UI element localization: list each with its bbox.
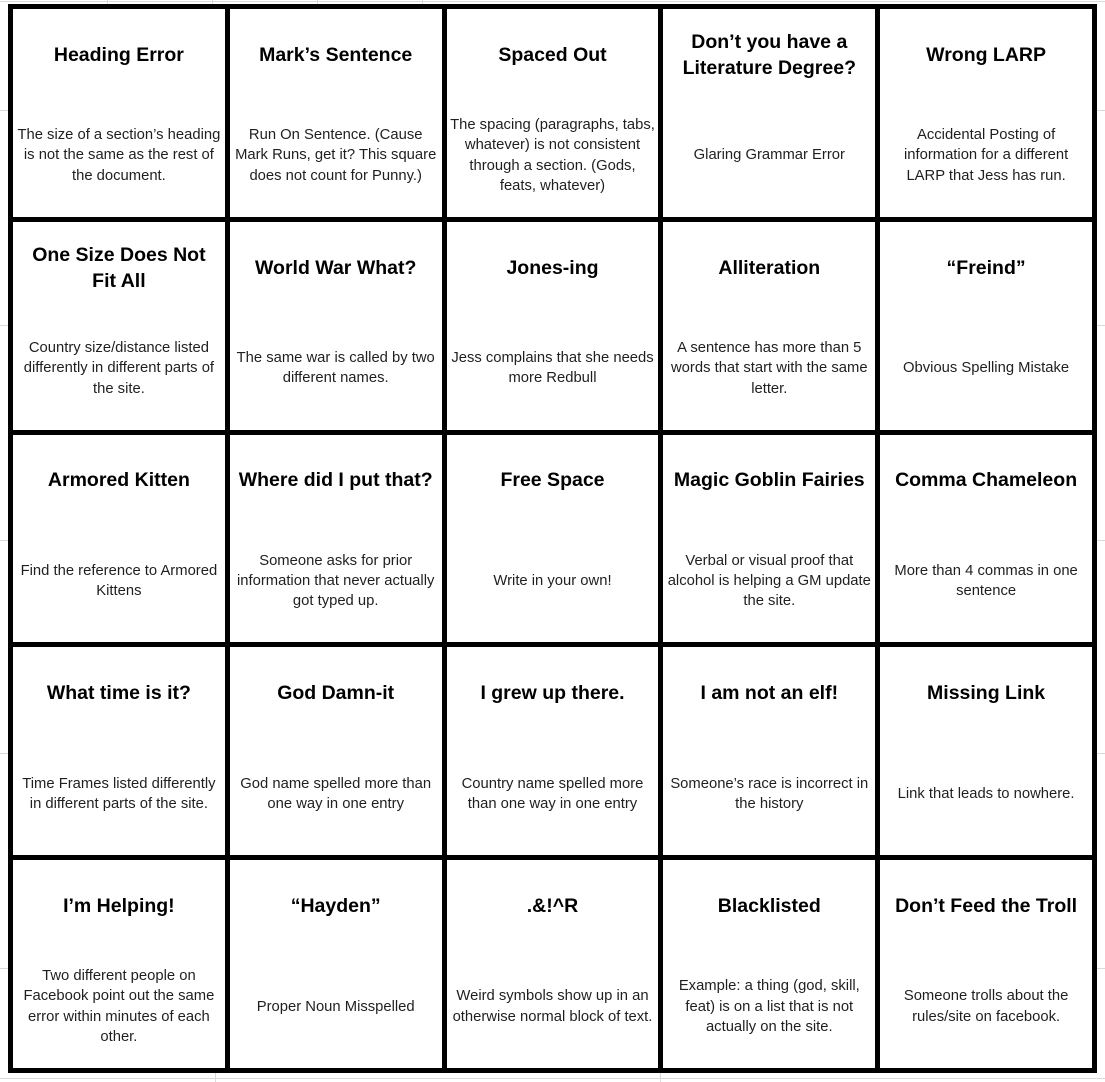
cell-title: Free Space bbox=[500, 469, 605, 492]
cell-title: I grew up there. bbox=[480, 682, 625, 705]
cell-title: I’m Helping! bbox=[63, 895, 175, 918]
cell-description: Example: a thing (god, skill, feat) is on a list that is not actually on the site. bbox=[678, 978, 860, 1036]
cell-description: Weird symbols show up in an otherwise normal block of text. bbox=[452, 988, 653, 1025]
cell-title: Heading Error bbox=[53, 43, 184, 66]
bingo-cell bbox=[663, 9, 875, 217]
cell-title: .&!^R bbox=[526, 895, 579, 918]
cell-description: Link that leads to nowhere. bbox=[897, 785, 1075, 802]
cell-description: Country name spelled more than one way in one entry bbox=[461, 775, 644, 813]
cell-title: What time is it? bbox=[46, 682, 191, 705]
cell-title: Wrong LARP bbox=[926, 43, 1047, 66]
cell-description: Jess complains that she needs more Redbull bbox=[451, 350, 654, 387]
cell-description: Country size/distance listed differently in different parts of the site. bbox=[23, 339, 215, 397]
cell-title: Spaced Out bbox=[498, 43, 607, 66]
bingo-cell bbox=[880, 647, 1092, 855]
sheet-gridline bbox=[0, 1078, 1105, 1079]
cell-description: Obvious Spelling Mistake bbox=[903, 360, 1070, 377]
bingo-cell bbox=[447, 435, 659, 643]
bingo-cell bbox=[230, 435, 442, 643]
cell-description: Glaring Grammar Error bbox=[693, 147, 845, 164]
cell-title: Jones-ing bbox=[506, 256, 599, 279]
cell-description: Find the reference to Armored Kittens bbox=[20, 562, 218, 600]
bingo-cell bbox=[880, 9, 1092, 217]
cell-title: World War What? bbox=[254, 256, 417, 279]
bingo-cell bbox=[663, 435, 875, 643]
bingo-grid bbox=[8, 4, 1097, 1073]
cell-description: A sentence has more than 5 words that start with the same letter. bbox=[671, 339, 868, 397]
bingo-cell bbox=[230, 647, 442, 855]
cell-title: Alliteration bbox=[718, 256, 821, 279]
cell-description: Time Frames listed differently in different parts of the site. bbox=[22, 775, 216, 813]
bingo-cell bbox=[230, 222, 442, 430]
bingo-cell bbox=[13, 435, 225, 643]
bingo-cell bbox=[447, 647, 659, 855]
bingo-cell bbox=[447, 222, 659, 430]
cell-title: Magic Goblin Fairies bbox=[673, 469, 865, 492]
cell-title: Armored Kitten bbox=[47, 469, 190, 492]
cell-title: Missing Link bbox=[927, 682, 1046, 705]
bingo-cell bbox=[880, 222, 1092, 430]
cell-description: Someone trolls about the rules/site on facebook. bbox=[903, 988, 1069, 1025]
cell-title: Comma Chameleon bbox=[895, 469, 1078, 492]
cell-title: “Hayden” bbox=[290, 895, 381, 918]
bingo-cell bbox=[663, 860, 875, 1068]
bingo-cell bbox=[230, 860, 442, 1068]
cell-description: The size of a section’s heading is not the same as the rest of the document. bbox=[17, 127, 221, 184]
bingo-cell bbox=[13, 9, 225, 217]
bingo-cell bbox=[13, 222, 225, 430]
cell-title: Where did I put that? bbox=[238, 469, 433, 492]
cell-description: The same war is called by two different names. bbox=[236, 350, 435, 387]
cell-title: One Size Does Not Fit All bbox=[32, 243, 206, 292]
cell-description: Run On Sentence. (Cause Mark Runs, get it? This square does not count for Punny.) bbox=[235, 127, 437, 184]
cell-title: I am not an elf! bbox=[700, 682, 839, 705]
cell-title: Don’t you have a Literature Degree? bbox=[682, 31, 856, 79]
sheet-gridline bbox=[0, 1, 1105, 2]
cell-title: Mark’s Sentence bbox=[259, 43, 413, 66]
sheet-gridline bbox=[215, 1073, 216, 1082]
cell-description: Verbal or visual proof that alcohol is helping a GM update the site. bbox=[667, 552, 871, 610]
bingo-cell bbox=[13, 860, 225, 1068]
bingo-cell bbox=[663, 222, 875, 430]
cell-description: Write in your own! bbox=[493, 573, 612, 590]
bingo-cell bbox=[447, 9, 659, 217]
cell-description: Proper Noun Misspelled bbox=[256, 998, 415, 1015]
cell-title: Blacklisted bbox=[717, 895, 821, 918]
cell-description: Two different people on Facebook point out the same error within minutes of each other. bbox=[23, 968, 215, 1046]
bingo-cell bbox=[663, 647, 875, 855]
bingo-cell bbox=[880, 435, 1092, 643]
bingo-cell bbox=[880, 860, 1092, 1068]
cell-description: God name spelled more than one way in one entry bbox=[240, 775, 432, 813]
cell-title: Don’t Feed the Troll bbox=[895, 895, 1078, 918]
cell-title: “Freind” bbox=[946, 256, 1026, 279]
bingo-cell bbox=[447, 860, 659, 1068]
cell-description: Someone’s race is incorrect in the history bbox=[670, 775, 869, 813]
cell-description: More than 4 commas in one sentence bbox=[894, 562, 1078, 600]
sheet-gridline bbox=[660, 1073, 661, 1082]
cell-description: The spacing (paragraphs, tabs, whatever) is not consistent through a section. (Gods, feats, whatever) bbox=[450, 116, 655, 195]
bingo-cell bbox=[230, 9, 442, 217]
cell-description: Accidental Posting of information for a different LARP that Jess has run. bbox=[903, 127, 1069, 184]
cell-title: God Damn-it bbox=[277, 682, 395, 705]
cell-description: Someone asks for prior information that never actually got typed up. bbox=[236, 552, 435, 610]
bingo-cell bbox=[13, 647, 225, 855]
